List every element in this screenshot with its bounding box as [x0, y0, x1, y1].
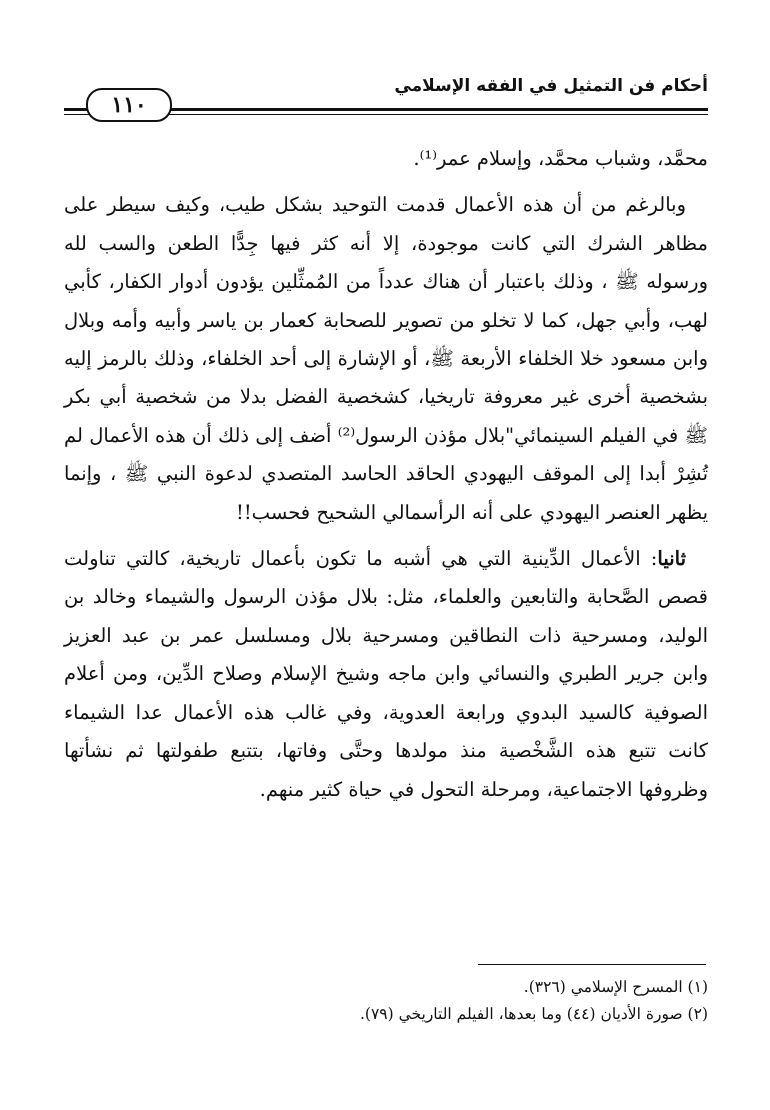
footnotes: [64, 974, 708, 1028]
footnote-separator: [478, 964, 706, 965]
paragraph-2: [64, 186, 708, 532]
footnote-2: (٢) صورة الأديان (٤٤) وما بعدها، الفيلم التاريخي (٧٩).: [359, 1005, 708, 1023]
paragraph-3-lead: ثانيا: [657, 547, 686, 571]
paragraph-3-text: : الأعمال الدِّينية التي هي أشبه ما تكون بأعمال تاريخية، كالتي تناولت قصص الصَّحابة والتابعين والعلماء، مثل: بلال مؤذن الرسول والشيماء وخالد بن الوليد، ومسرحية ذات النطاقين ومسرحية بلال ومسلسل عمر بن عبد العزيز وابن جرير الطبري والنسائي وابن ماجه وشيخ الإسلام وصلاح الدِّين، ومن أعلام الصوفية كالسيد البدوي ورابعة العدوية، وفي غالب هذه الأعمال عدا الشيماء كانت تتبع هذه الشَّخْصية منذ مولدها وحتَّى وفاتها، بتتبع طفولتها ثم نشأتها وظروفها الاجتماعية، ومرحلة التحول في حياة كثير منهم.: [64, 547, 708, 801]
main-text: [64, 140, 708, 809]
paragraph-1: محمَّد، وشباب محمَّد، وإسلام عمر⁽¹⁾.: [413, 147, 708, 170]
paragraph-2-text: وبالرغم من أن هذه الأعمال قدمت التوحيد بشكل طيب، وكيف سيطر على مظاهر الشرك التي كانت موجودة، إلا أنه كثر فيها جِدًّا الطعن والسب لله ورسوله ﷺ ، وذلك باعتبار أن هناك عدداً من المُمثِّلين يؤدون أدوار الكفار، كأبي لهب، وأبي جهل، كما لا تخلو من تصوير للصحابة كعمار بن ياسر وأبيه وأمه وبلال وابن مسعود خلا الخلفاء الأربعة ﷺ، أو الإشارة إلى أحد الخلفاء، وذلك بالرمز إليه بشخصية أخرى غير معروفة تاريخيا، كشخصية الفضل بدلا من شخصية أبي بكر ﷺ في الفيلم السينمائي"بلال مؤذن الرسول⁽²⁾ أضف إلى ذلك أن هذه الأعمال لم تُشِرْ أبدا إلى الموقف اليهودي الحاقد الحاسد المتصدي لدعوة النبي ﷺ ، وإنما يظهر العنصر اليهودي على أنه الرأسمالي الشحيح فحسب!!: [64, 193, 708, 524]
paragraph-3: [64, 540, 708, 809]
footnote-1: (١) المسرح الإسلامي (٣٢٦).: [523, 978, 708, 996]
page-number: ١١٠: [86, 88, 172, 122]
running-title: أحكام فن التمثيل في الفقه الإسلامي: [394, 76, 708, 96]
page-header: [64, 74, 708, 124]
